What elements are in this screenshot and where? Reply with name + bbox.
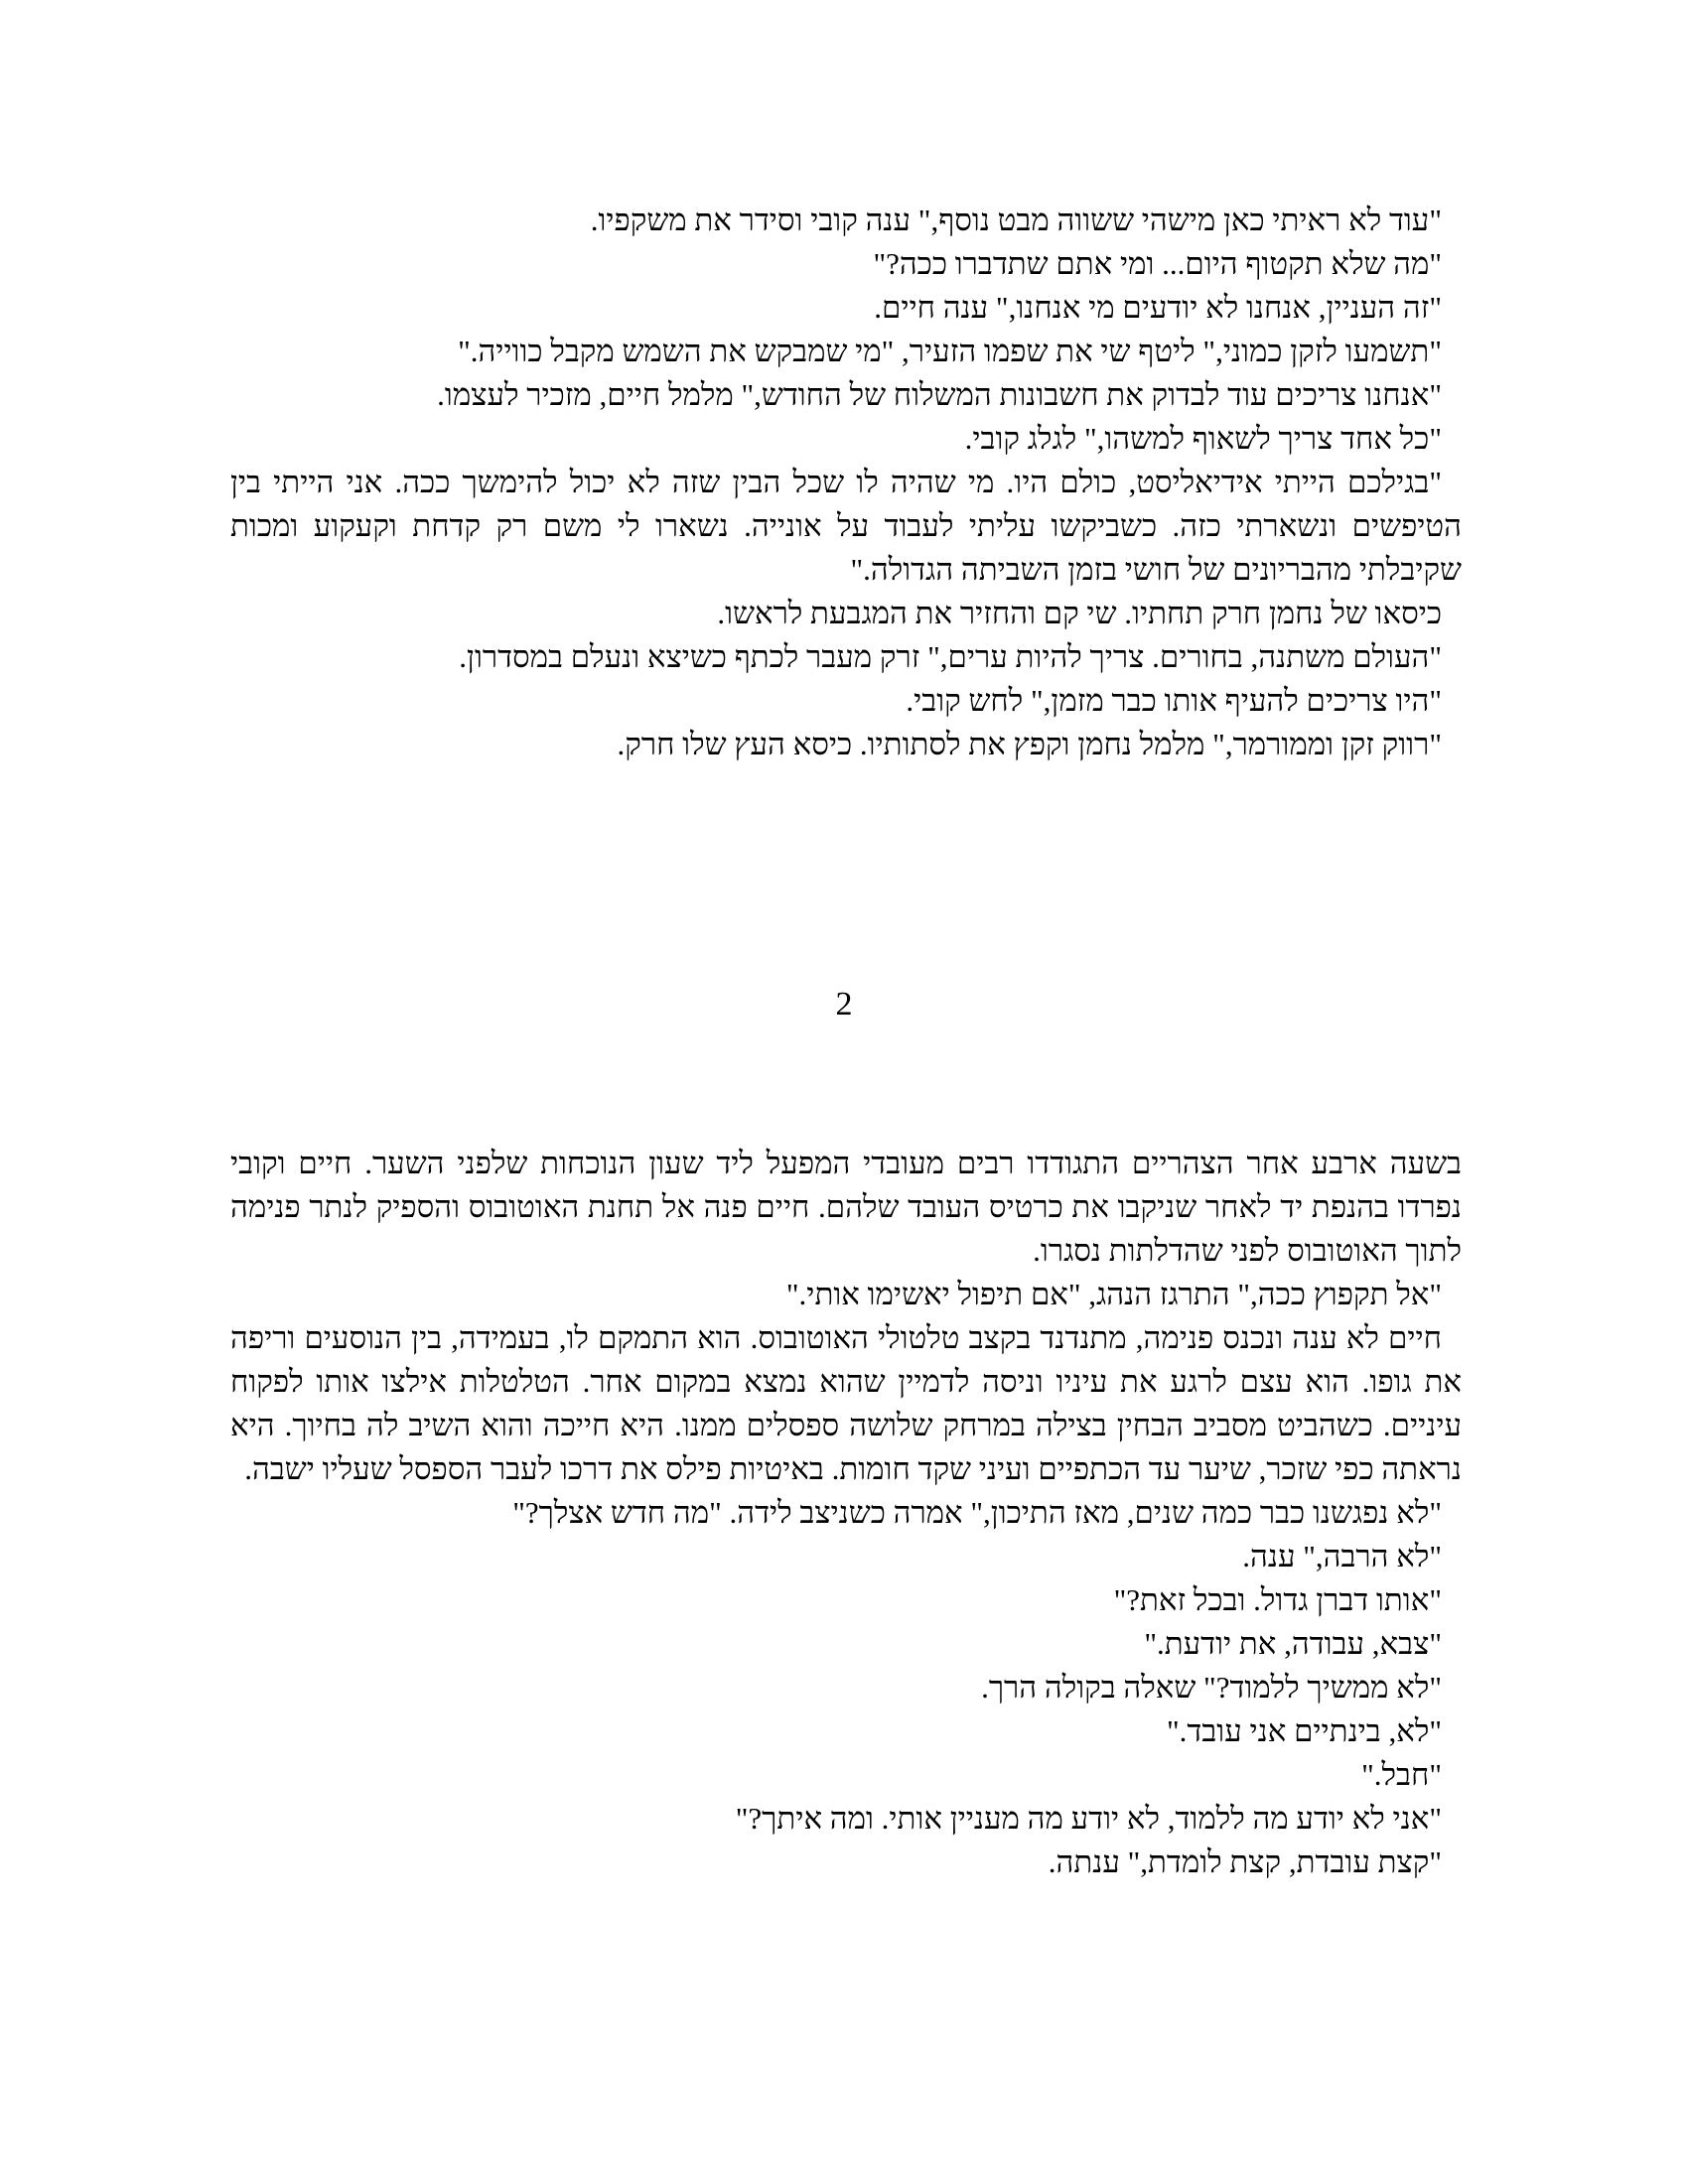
paragraph: "בגילכם הייתי אידיאליסט, כולם היו. מי שהיה לו שכל הבין שזה לא יכול להימשך ככה. אני הייתי בין הטיפשים ונשארתי כזה. כשביקשו עליתי לעבוד על אונייה. נשארו לי משם רק קדחת וקעקוע ומכות שקיבלתי מהבריונים של חושי בזמן השביתה הגדולה." <box>230 465 1462 587</box>
paragraph: "לא הרבה," ענה. <box>1242 1539 1442 1573</box>
section-1-text <box>230 199 1462 766</box>
paragraph: "כל אחד צריך לשאוף למשהו," לגלג קובי. <box>964 421 1442 456</box>
paragraph: בשעה ארבע אחר הצהריים התגודדו רבים מעובדי המפעל ליד שעון הנוכחות שלפני השער. חיים וקובי נפרדו בהנפת יד לאחר שניקבו את כרטיס העובד שלהם. חיים פנה אל תחנת האוטובוס והספיק לנתר פנימה לתוך האוטובוס לפני שהדלתות נסגרו. <box>230 1146 1462 1268</box>
paragraph: "אותו דברן גדול. ובכל זאת?" <box>1113 1582 1442 1617</box>
paragraph: "אני לא יודע מה ללמוד, לא יודע מה מעניין אותי. ומה איתך?" <box>735 1801 1442 1836</box>
paragraph: "זה העניין, אנחנו לא יודעים מי אנחנו," ענה חיים. <box>874 290 1442 325</box>
paragraph: "עוד לא ראיתי כאן מישהי ששווה מבט נוסף," ענה קובי וסידר את משקפיו. <box>590 203 1442 237</box>
chapter-number: 2 <box>835 986 853 1023</box>
paragraph: "חבל." <box>1361 1757 1442 1792</box>
paragraph: "מה שלא תקטוף היום... ומי אתם שתדברו ככה?" <box>873 246 1442 281</box>
section-2-text <box>230 1142 1462 1884</box>
paragraph: "אנחנו צריכים עוד לבדוק את חשבונות המשלוח של החודש," מלמל חיים, מזכיר לעצמו. <box>437 377 1442 412</box>
paragraph: "לא ממשיך ללמוד?" שאלה בקולה הרך. <box>981 1670 1442 1705</box>
paragraph: חיים לא ענה ונכנס פנימה, מתנדנד בקצב טלטולי האוטובוס. הוא התמקם לו, בעמידה, בין הנוסעים וריפה את גופו. הוא עצם לרגע את עיניו וניסה לדמיין שהוא נמצא במקום אחר. הטלטלות אילצו אותו לפקוח עיניים. כשהביט מסביב הבחין בצילה במרחק שלושה ספסלים ממנו. היא חייכה והוא השיב לה בחיוך. היא נראתה כפי שזכר, שיער עד הכתפיים ועיני שקד חומות. באיטיות פילס את דרכו לעבר הספסל שעליו ישבה. <box>230 1320 1462 1486</box>
paragraph: "אל תקפוץ ככה," התרגז הנהג, "אם תיפול יאשימו אותי." <box>785 1277 1442 1311</box>
paragraph: "לא, בינתיים אני עובד." <box>1167 1713 1442 1748</box>
paragraph: "לא נפגשנו כבר כמה שנים, מאז התיכון," אמרה כשניצב לידה. "מה חדש אצלך?" <box>512 1495 1442 1530</box>
paragraph: "היו צריכים להעיף אותו כבר מזמן," לחש קובי. <box>906 683 1442 718</box>
paragraph: "העולם משתנה, בחורים. צריך להיות ערים," זרק מעבר לכתף כשיצא ונעלם במסדרון. <box>459 639 1442 674</box>
paragraph: כיסאו של נחמן חרק תחתיו. שי קם והחזיר את המגבעת לראשו. <box>717 596 1442 630</box>
paragraph: "קצת עובדת, קצת לומדת," ענתה. <box>1048 1844 1442 1879</box>
paragraph: "צבא, עבודה, את יודעת." <box>1144 1626 1442 1661</box>
paragraph: "רווק זקן וממורמר," מלמל נחמן וקפץ את לסתותיו. כיסא העץ שלו חרק. <box>617 727 1442 761</box>
paragraph: "תשמעו לזקן כמוני," ליטף שי את שפמו הזעיר, "מי שמבקש את השמש מקבל כווייה." <box>458 334 1442 368</box>
